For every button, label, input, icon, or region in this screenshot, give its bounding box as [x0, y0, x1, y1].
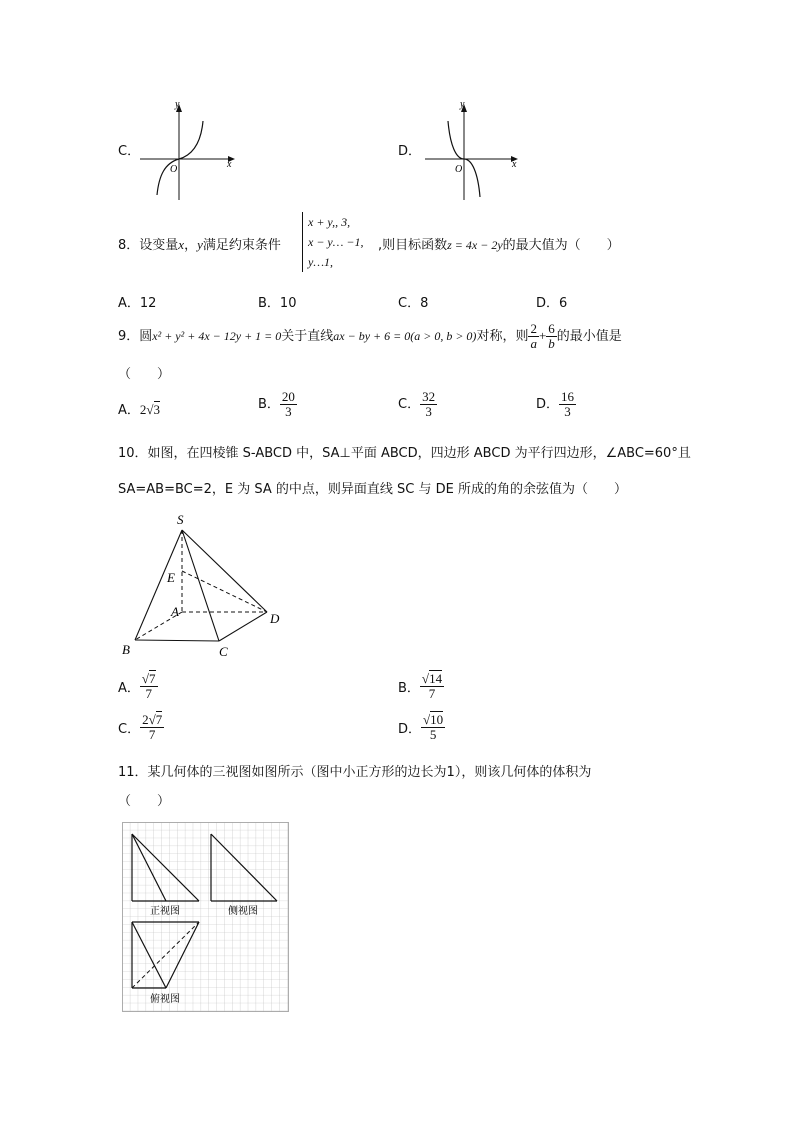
q10-label-a: A — [171, 604, 179, 619]
q10-option-d: D． $\frac{√10}{5}$ — [398, 712, 444, 742]
q8-var-y: y — [197, 237, 203, 252]
q11-line-1: 11．某几何体的三视图如图所示（图中小正方形的边长为1），则该几何体的体积为 — [118, 765, 592, 780]
q8-option-d: D．6 — [536, 296, 568, 311]
q9-mid1: 关于直线 — [281, 329, 334, 344]
q7-graph-c — [135, 95, 245, 205]
q8-option-c: C．8 — [398, 296, 429, 311]
q10-option-c: C． $\frac{2√7}{7}$ — [118, 712, 163, 742]
q8-stem — [118, 234, 281, 253]
q7-d-axis-y: y — [460, 99, 465, 110]
q9-prefix: 9．圆 — [118, 329, 153, 344]
q8-constraint-1: x + y,, 3, — [308, 215, 351, 229]
q9-option-c: C． $\frac{32}{3}$ — [398, 389, 436, 419]
q10-label-c: C — [219, 644, 228, 659]
q7-c-origin: O — [170, 164, 178, 175]
q10-line-2: SA=AB=BC=2，E 为 SA 的中点，则异面直线 SC 与 DE 所成的角的余弦值为（ ） — [118, 482, 627, 497]
q8-option-b: B．10 — [258, 296, 297, 311]
q9-line-eq: ax − by + 6 = 0(a > 0, b > 0) — [333, 329, 477, 343]
q9-paren: （ ） — [118, 367, 171, 382]
q10-pyramid-figure — [115, 508, 295, 663]
q9-option-a: A．2√3 — [118, 402, 161, 418]
q9-frac-1: $\frac{2}{a}$ — [530, 321, 537, 351]
q10-label-e: E — [167, 570, 175, 585]
q8-var-x: x — [178, 237, 185, 252]
q8-constraint-2: x − y… −1, — [308, 235, 364, 249]
q10-line-1: 10．如图，在四棱锥 S-ABCD 中，SA⊥平面 ABCD，四边形 ABCD 为平行四边形，∠ABC=60°且 — [118, 446, 691, 461]
q10-option-a: A． $\frac{√7}{7}$ — [118, 671, 156, 701]
q8-middle: 满足约束条件 — [202, 238, 281, 253]
q10-label-b: B — [122, 642, 130, 657]
q10-label-s: S — [177, 512, 184, 527]
q9-circle-eq: x² + y² + 4x − 12y + 1 = 0 — [152, 329, 282, 343]
q7-d-origin: O — [455, 164, 463, 175]
q11-front-label: 正视图 — [150, 906, 180, 917]
q11-top-label: 俯视图 — [150, 994, 180, 1005]
q7-option-c-label: C． — [118, 144, 141, 159]
q7-option-d-label: D． — [398, 144, 422, 159]
q8-option-a: A．12 — [118, 296, 157, 311]
q7-c-axis-y: y — [175, 99, 180, 110]
q10-label-d: D — [270, 611, 280, 626]
q8-constraint-system — [302, 212, 364, 272]
q9-suffix: 的最小值是 — [556, 329, 622, 344]
q7-c-axis-x: x — [227, 159, 232, 170]
q7-d-axis-x: x — [512, 159, 517, 170]
q10-option-b: B． $\frac{√14}{7}$ — [398, 671, 443, 701]
q8-sep: ， — [184, 238, 198, 253]
q11-paren: （ ） — [118, 794, 171, 809]
q11-three-views-figure — [122, 822, 290, 1014]
q9-option-b: B． $\frac{20}{3}$ — [258, 389, 295, 419]
q8-objective: z = 4x − 2y — [447, 238, 503, 252]
q11-side-label: 侧视图 — [228, 906, 258, 917]
q8-constraint-3: y…1, — [308, 255, 333, 269]
q8-after: ,则目标函数 — [378, 238, 448, 253]
q9-stem: 9．圆x² + y² + 4x − 12y + 1 = 0关于直线ax − by + 6 = 0(a > 0, b > 0)对称，则 $\frac{2}{a}$ + $\frac{6}{b}$ 的最小值是 — [118, 321, 622, 351]
q9-mid2: 对称，则 — [476, 329, 529, 344]
q9-option-d: D． $\frac{16}{3}$ — [536, 389, 575, 419]
q8-stem-tail — [378, 234, 620, 253]
q9-frac-2: $\frac{6}{b}$ — [548, 321, 555, 351]
q8-prefix: 8．设变量 — [118, 238, 179, 253]
q7-graph-d — [420, 95, 530, 205]
q8-suffix: 的最大值为（ ） — [502, 238, 620, 253]
